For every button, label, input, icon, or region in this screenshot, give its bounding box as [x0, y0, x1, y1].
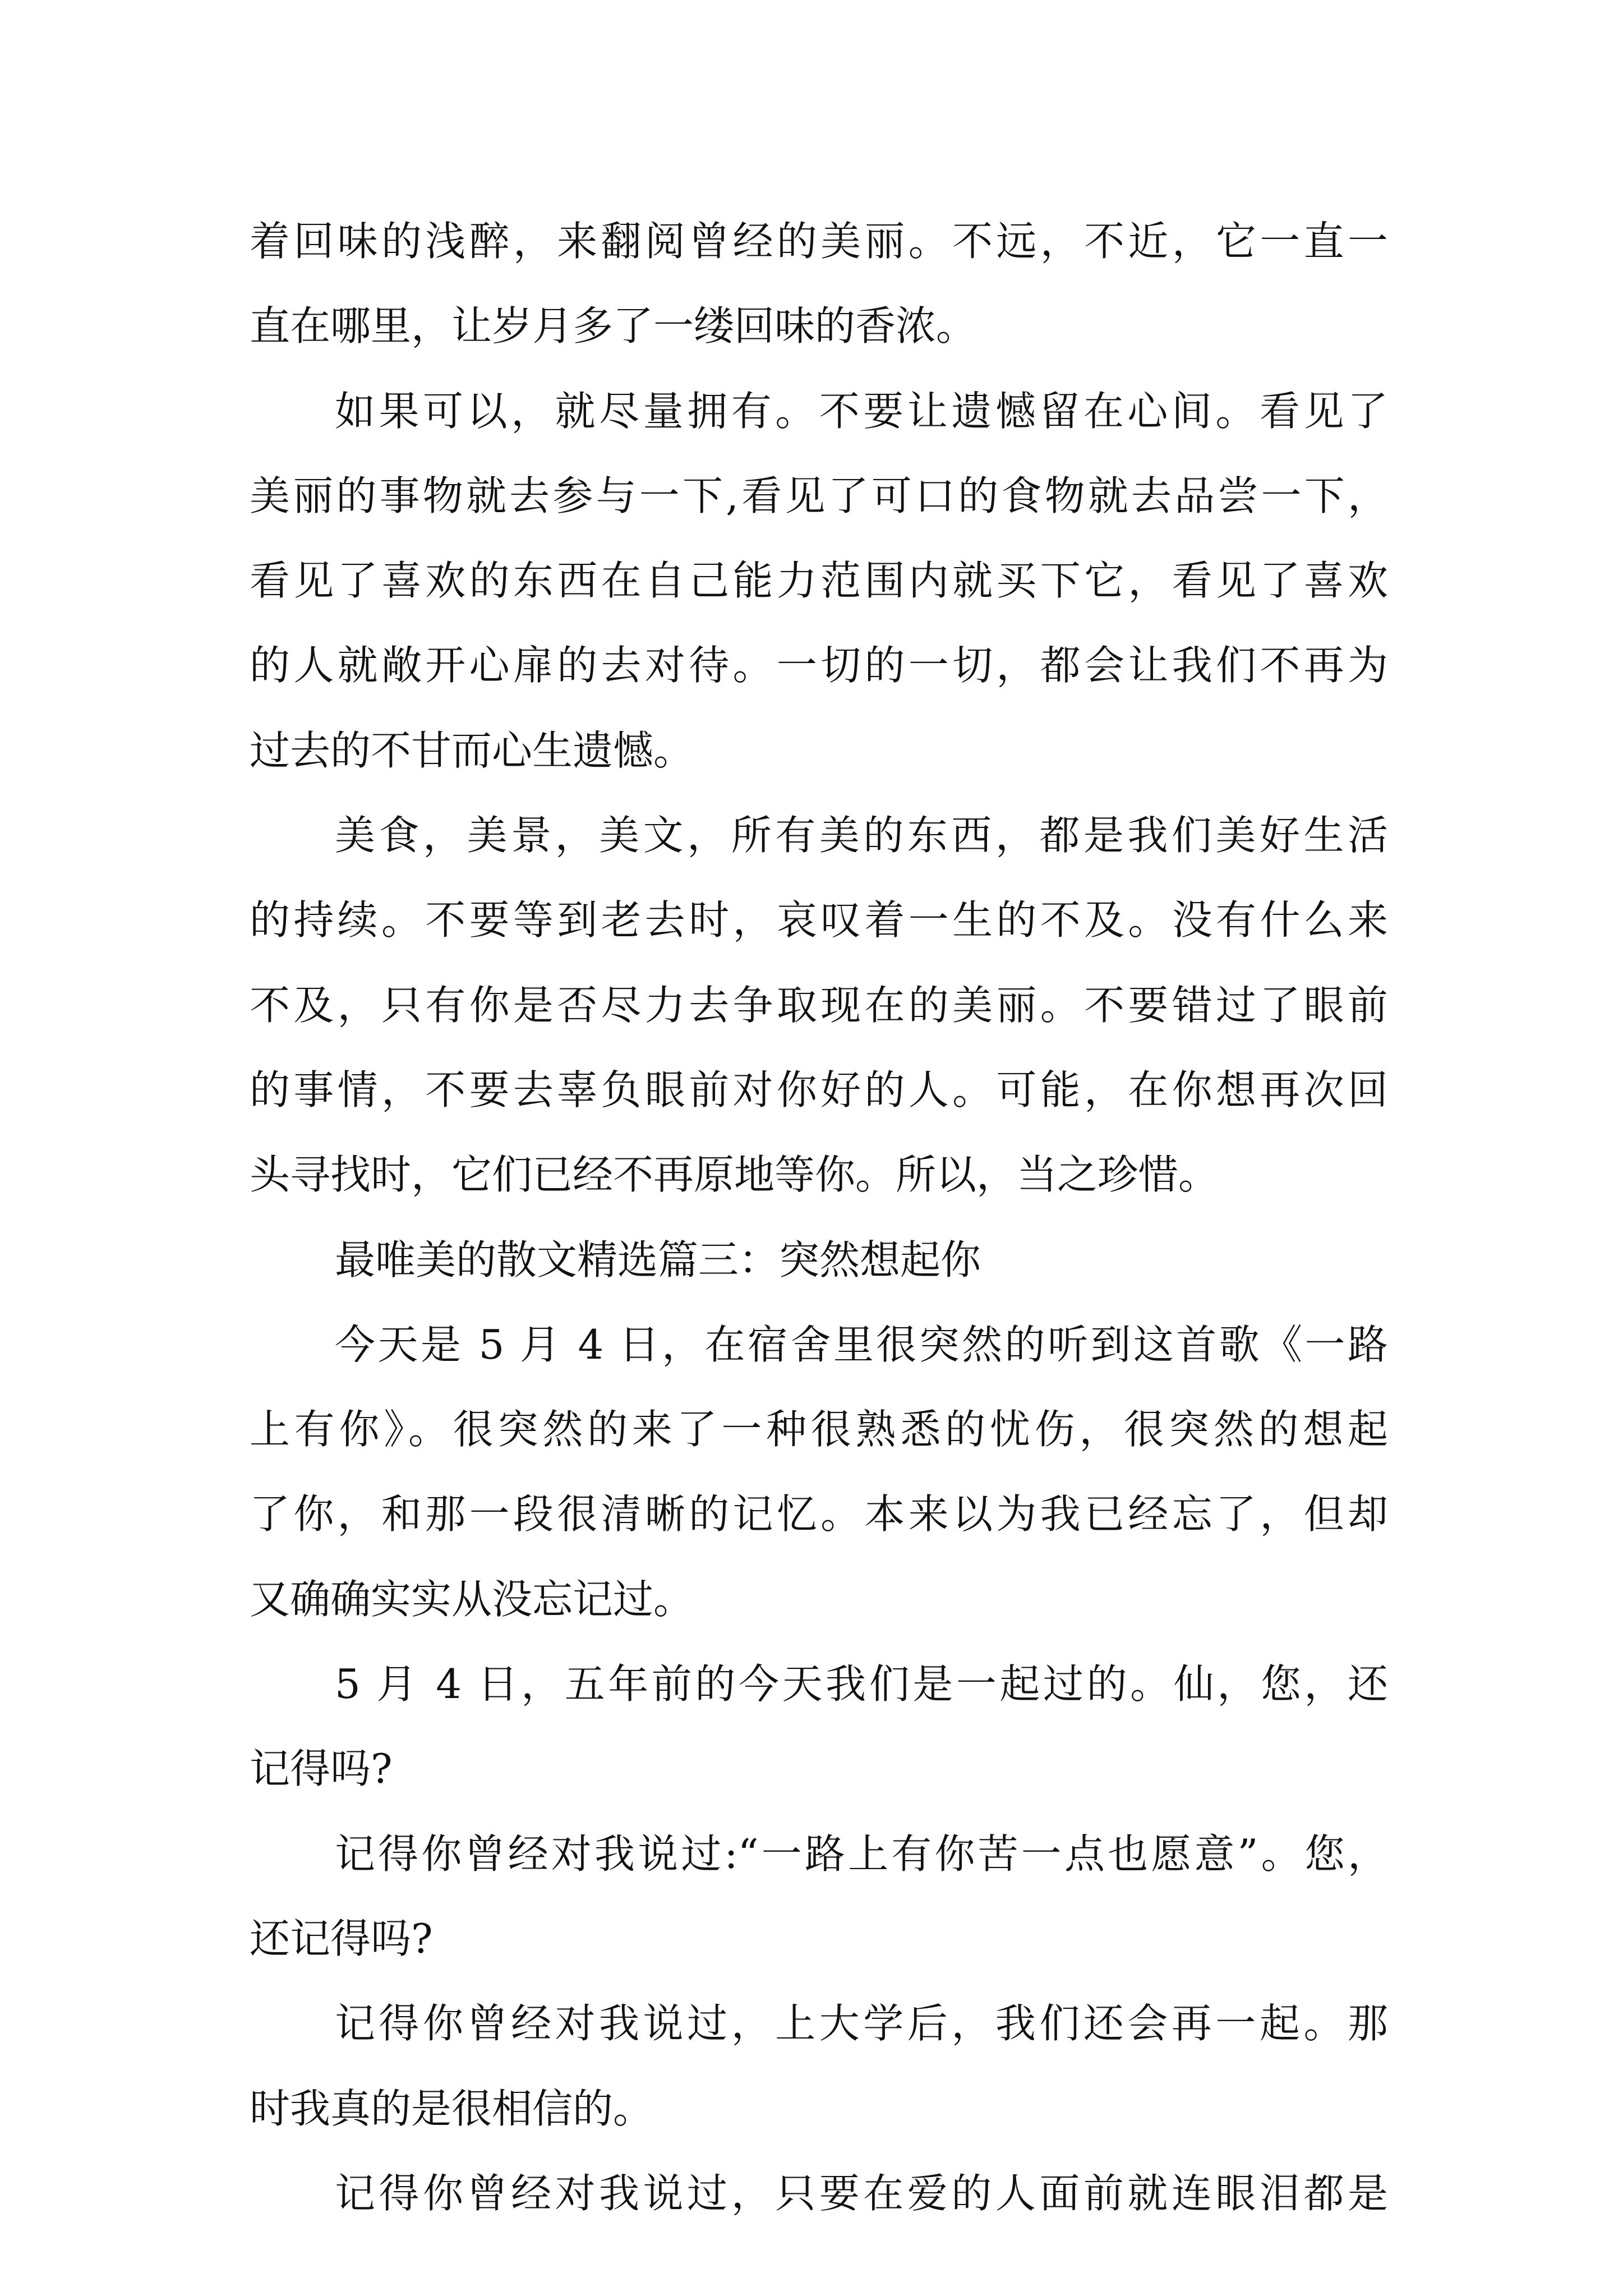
text-line: 又确确实实从没忘记过。 — [250, 1575, 694, 1623]
text-line: 直在哪里，让岁月多了一缕回味的香浓。 — [250, 302, 977, 350]
paragraph-first-line: 记得你曾经对我说过:“一路上有你苦一点也愿意”。您， — [335, 1830, 1388, 1878]
text-line: 上有你》。很突然的来了一种很熟悉的忧伤，很突然的想起 — [250, 1406, 1388, 1453]
text-line: 还记得吗? — [250, 1915, 433, 1962]
section-heading: 最唯美的散文精选篇三：突然想起你 — [335, 1236, 981, 1283]
text-line: 过去的不甘而心生遗憾。 — [250, 726, 694, 774]
text-line: 的人就敞开心扉的去对待。一切的一切，都会让我们不再为 — [250, 642, 1388, 689]
paragraph-first-line: 记得你曾经对我说过，上大学后，我们还会再一起。那 — [335, 2000, 1388, 2047]
text-line: 记得吗? — [250, 1745, 393, 1793]
text-line: 不及，只有你是否尽力去争取现在的美丽。不要错过了眼前 — [250, 981, 1388, 1029]
paragraph-first-line: 美食，美景，美文，所有美的东西，都是我们美好生活 — [335, 812, 1388, 859]
text-line: 时我真的是很相信的。 — [250, 2085, 654, 2132]
paragraph-first-line: 如果可以，就尽量拥有。不要让遗憾留在心间。看见了 — [335, 387, 1388, 435]
paragraph-first-line: 今天是 5 月 4 日，在宿舍里很突然的听到这首歌《一路 — [335, 1320, 1388, 1368]
text-line: 了你，和那一段很清晰的记忆。本来以为我已经忘了，但却 — [250, 1490, 1388, 1538]
text-line: 着回味的浅醉，来翻阅曾经的美丽。不远，不近，它一直一 — [250, 218, 1388, 265]
text-line: 的事情，不要去辜负眼前对你好的人。可能，在你想再次回 — [250, 1066, 1388, 1114]
paragraph-first-line: 5 月 4 日，五年前的今天我们是一起过的。仙，您，还 — [335, 1660, 1388, 1708]
text-line: 的持续。不要等到老去时，哀叹着一生的不及。没有什么来 — [250, 896, 1388, 944]
text-line: 头寻找时，它们已经不再原地等你。所以，当之珍惜。 — [250, 1151, 1219, 1199]
paragraph-first-line: 记得你曾经对我说过，只要在爱的人面前就连眼泪都是 — [335, 2169, 1388, 2217]
text-line: 美丽的事物就去参与一下,看见了可口的食物就去品尝一下， — [250, 472, 1388, 519]
text-line: 看见了喜欢的东西在自己能力范围内就买下它，看见了喜欢 — [250, 557, 1388, 605]
article-body — [250, 199, 1388, 2236]
